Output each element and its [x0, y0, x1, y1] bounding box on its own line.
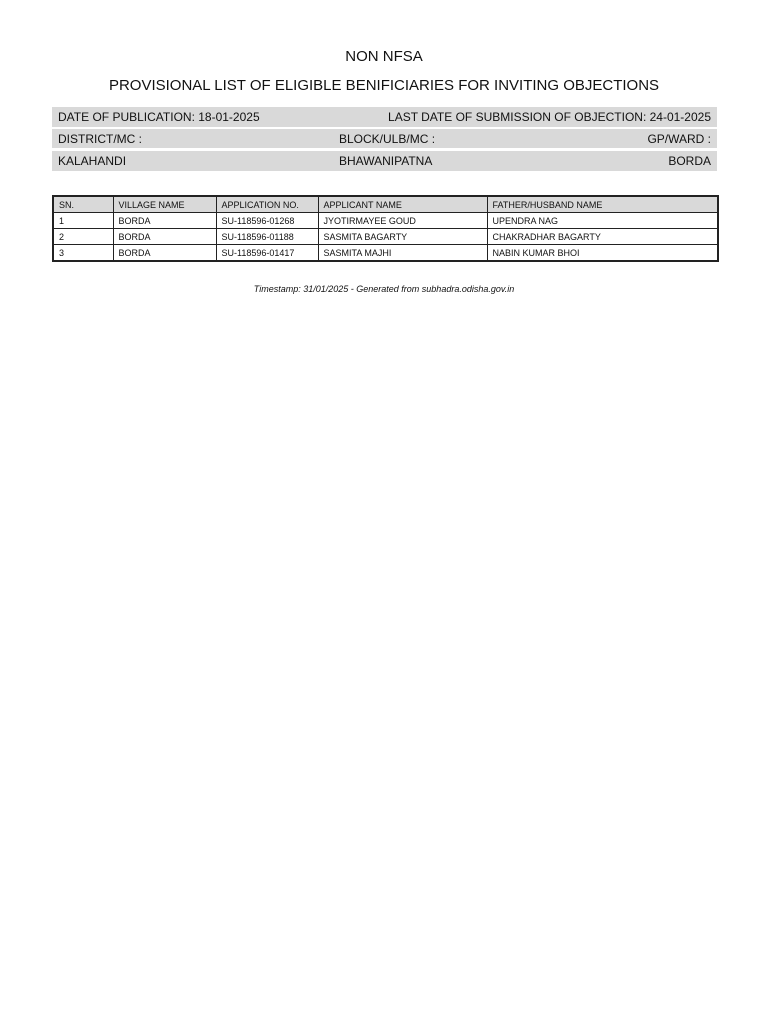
table-row: [53, 245, 718, 262]
cell-village-name: BORDA: [113, 245, 216, 262]
column-header-village-name: VILLAGE NAME: [113, 196, 216, 213]
cell-father-husband-name: UPENDRA NAG: [487, 213, 718, 229]
document-subtitle: PROVISIONAL LIST OF ELIGIBLE BENIFICIARIES FOR INVITING OBJECTIONS: [108, 77, 660, 94]
column-header-sn: SN.: [53, 196, 113, 213]
cell-applicant-name: SASMITA MAJHI: [318, 245, 487, 262]
objection-last-date: LAST DATE OF SUBMISSION OF OBJECTION: 24-01-2025: [388, 110, 711, 124]
cell-village-name: BORDA: [113, 229, 216, 245]
table-header-row: [53, 196, 718, 213]
block-label: BLOCK/ULB/MC :: [339, 131, 436, 146]
location-labels-row: [52, 129, 717, 148]
column-header-application-no: APPLICATION NO.: [216, 196, 318, 213]
cell-father-husband-name: CHAKRADHAR BAGARTY: [487, 229, 718, 245]
cell-applicant-name: JYOTIRMAYEE GOUD: [318, 213, 487, 229]
document-title: NON NFSA: [345, 48, 423, 65]
beneficiary-table: [52, 195, 719, 262]
cell-sn: 1: [53, 213, 113, 229]
cell-sn: 3: [53, 245, 113, 262]
column-header-father-husband-name: FATHER/HUSBAND NAME: [487, 196, 718, 213]
generation-timestamp: Timestamp: 31/01/2025 - Generated from subhadra.odisha.gov.in: [253, 284, 515, 294]
cell-sn: 2: [53, 229, 113, 245]
gp-ward-value: BORDA: [668, 154, 711, 168]
publication-date: DATE OF PUBLICATION: 18-01-2025: [58, 110, 260, 124]
cell-father-husband-name: NABIN KUMAR BHOI: [487, 245, 718, 262]
cell-village-name: BORDA: [113, 213, 216, 229]
cell-applicant-name: SASMITA BAGARTY: [318, 229, 487, 245]
location-values-row: [52, 151, 717, 171]
district-label: DISTRICT/MC :: [58, 131, 142, 146]
cell-application-no: SU-118596-01417: [216, 245, 318, 262]
column-header-applicant-name: APPLICANT NAME: [318, 196, 487, 213]
block-value: BHAWANIPATNA: [339, 154, 433, 168]
publication-dates-row: [52, 107, 717, 127]
district-value: KALAHANDI: [58, 154, 127, 168]
gp-ward-label: GP/WARD :: [647, 131, 711, 146]
table-row: [53, 213, 718, 229]
cell-application-no: SU-118596-01188: [216, 229, 318, 245]
table-row: [53, 229, 718, 245]
cell-application-no: SU-118596-01268: [216, 213, 318, 229]
